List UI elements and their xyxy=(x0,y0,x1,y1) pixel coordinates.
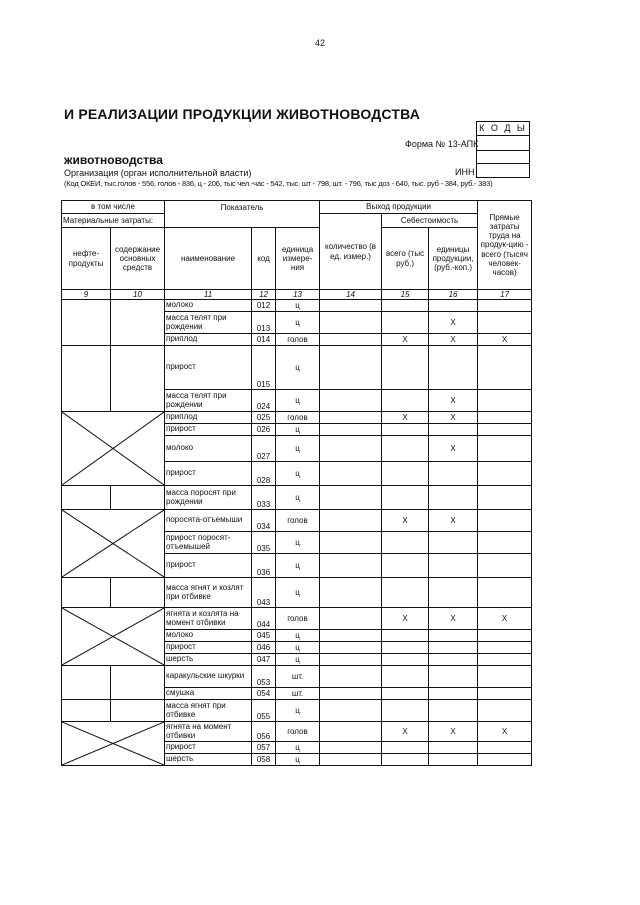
neft-input-cell[interactable] xyxy=(62,486,111,510)
unit-of-measure: ц xyxy=(276,346,320,390)
cost-total-cell[interactable] xyxy=(382,742,429,754)
unit-of-measure: шт. xyxy=(276,666,320,688)
quantity-cell[interactable] xyxy=(320,742,382,754)
table-row xyxy=(62,346,532,390)
cost-per-unit-cell[interactable] xyxy=(429,700,478,722)
cost-total-cell[interactable] xyxy=(382,642,429,654)
cost-per-unit-cell[interactable] xyxy=(429,532,478,554)
labor-cost-cell[interactable] xyxy=(478,300,532,312)
cost-per-unit-cell[interactable] xyxy=(429,654,478,666)
indicator-name: шерсть xyxy=(165,754,252,766)
cost-per-unit-cell[interactable]: X xyxy=(429,510,478,532)
row-code: 013 xyxy=(252,312,276,334)
labor-cost-cell[interactable] xyxy=(478,412,532,424)
livestock-table xyxy=(61,200,532,766)
crossed-out-cell xyxy=(62,510,165,578)
unit-of-measure: ц xyxy=(276,486,320,510)
labor-cost-cell[interactable] xyxy=(478,742,532,754)
indicator-name: прирост xyxy=(165,642,252,654)
row-code: 033 xyxy=(252,486,276,510)
table-row xyxy=(62,412,532,424)
unit-of-measure: голов xyxy=(276,412,320,424)
quantity-cell[interactable] xyxy=(320,754,382,766)
labor-cost-cell[interactable] xyxy=(478,642,532,654)
indicator-name: прирост xyxy=(165,742,252,754)
quantity-cell[interactable] xyxy=(320,300,382,312)
column-number: 11 xyxy=(165,290,252,300)
quantity-cell[interactable] xyxy=(320,334,382,346)
quantity-cell[interactable] xyxy=(320,390,382,412)
row-code: 014 xyxy=(252,334,276,346)
organization-label: Организация (орган исполнительной власти) xyxy=(64,168,252,178)
cost-per-unit-cell[interactable]: X xyxy=(429,436,478,462)
cost-per-unit-cell[interactable] xyxy=(429,666,478,688)
row-code: 055 xyxy=(252,700,276,722)
unit-of-measure: ц xyxy=(276,630,320,642)
quantity-cell[interactable] xyxy=(320,642,382,654)
row-code: 058 xyxy=(252,754,276,766)
header-kolichestvo: количество (в ед. измер.) xyxy=(320,214,382,290)
form-code-box[interactable] xyxy=(476,135,530,151)
cost-per-unit-cell[interactable] xyxy=(429,346,478,390)
cost-per-unit-cell[interactable] xyxy=(429,630,478,642)
column-number: 13 xyxy=(276,290,320,300)
unit-of-measure: голов xyxy=(276,510,320,532)
indicator-name: масса ягнят и козлят при отбивке xyxy=(165,578,252,608)
indicator-name: шерсть xyxy=(165,654,252,666)
cost-total-cell[interactable] xyxy=(382,688,429,700)
cost-per-unit-cell[interactable]: X xyxy=(429,390,478,412)
quantity-cell[interactable] xyxy=(320,666,382,688)
row-code: 053 xyxy=(252,666,276,688)
labor-cost-cell[interactable]: X xyxy=(478,608,532,630)
cost-per-unit-cell[interactable]: X xyxy=(429,312,478,334)
row-code: 026 xyxy=(252,424,276,436)
cost-total-cell[interactable] xyxy=(382,532,429,554)
quantity-cell[interactable] xyxy=(320,424,382,436)
labor-cost-cell[interactable] xyxy=(478,688,532,700)
header-pokazatel: Показатель xyxy=(165,201,320,228)
labor-cost-cell[interactable] xyxy=(478,346,532,390)
cost-total-cell[interactable] xyxy=(382,312,429,334)
header-vyhod: Выход продукции xyxy=(320,201,478,214)
unit-of-measure: ц xyxy=(276,578,320,608)
unit-of-measure: ц xyxy=(276,300,320,312)
row-code: 025 xyxy=(252,412,276,424)
row-code: 047 xyxy=(252,654,276,666)
unit-of-measure: ц xyxy=(276,436,320,462)
cost-per-unit-cell[interactable] xyxy=(429,642,478,654)
okei-codes-line: (Код ОКЕИ, тыс.голов - 556, голов - 836, ц - 206, тыс чел.-час - 542, тыс. шт - 798, шт. - 796, тыс доз - 640, тыс. руб - 384, руб.- 383) xyxy=(64,179,493,188)
header-vsego: всего (тыс руб.) xyxy=(382,228,429,290)
soderzhanie-input-cell[interactable] xyxy=(111,578,165,608)
indicator-name: масса ягнят при отбивке xyxy=(165,700,252,722)
table-row xyxy=(62,510,532,532)
labor-cost-cell[interactable] xyxy=(478,578,532,608)
indicator-name: прирост xyxy=(165,346,252,390)
quantity-cell[interactable] xyxy=(320,462,382,486)
unit-of-measure: голов xyxy=(276,608,320,630)
labor-cost-cell[interactable] xyxy=(478,424,532,436)
row-code: 036 xyxy=(252,554,276,578)
unit-of-measure: ц xyxy=(276,462,320,486)
neft-input-cell[interactable] xyxy=(62,346,111,412)
indicator-name: приплод xyxy=(165,334,252,346)
cost-total-cell[interactable] xyxy=(382,424,429,436)
inn-label: ИНН xyxy=(455,167,475,177)
indicator-name: смушка xyxy=(165,688,252,700)
header-pryamye: Прямые затраты труда на продук-цию - всего (тысяч человек-часов) xyxy=(478,201,532,290)
neft-input-cell[interactable] xyxy=(62,666,111,700)
unit-of-measure: ц xyxy=(276,312,320,334)
cost-total-cell[interactable] xyxy=(382,754,429,766)
table-row xyxy=(62,722,532,742)
cost-per-unit-cell[interactable] xyxy=(429,578,478,608)
indicator-name: масса телят при рождении xyxy=(165,390,252,412)
crossed-out-cell xyxy=(62,608,165,666)
cost-total-cell[interactable] xyxy=(382,486,429,510)
table-row xyxy=(62,700,532,722)
cost-per-unit-cell[interactable]: X xyxy=(429,722,478,742)
quantity-cell[interactable] xyxy=(320,722,382,742)
cost-per-unit-cell[interactable] xyxy=(429,554,478,578)
section-subtitle: животноводства xyxy=(64,153,163,167)
unit-of-measure: ц xyxy=(276,390,320,412)
header-soderzhanie: содержание основных средств xyxy=(111,228,165,290)
codes-header: К О Д Ы xyxy=(476,121,530,136)
labor-cost-cell[interactable] xyxy=(478,554,532,578)
unit-of-measure: ц xyxy=(276,532,320,554)
indicator-name: молоко xyxy=(165,300,252,312)
indicator-name: молоко xyxy=(165,630,252,642)
crossed-out-cell xyxy=(62,412,165,486)
soderzhanie-input-cell[interactable] xyxy=(111,346,165,412)
table-row xyxy=(62,486,532,510)
row-code: 046 xyxy=(252,642,276,654)
labor-cost-cell[interactable] xyxy=(478,436,532,462)
header-v-tom-chisle: в том числе xyxy=(62,201,165,214)
cost-per-unit-cell[interactable] xyxy=(429,424,478,436)
header-material: Материальные затраты: xyxy=(62,214,165,228)
cost-total-cell[interactable] xyxy=(382,300,429,312)
soderzhanie-input-cell[interactable] xyxy=(111,486,165,510)
row-code: 057 xyxy=(252,742,276,754)
unit-of-measure: ц xyxy=(276,642,320,654)
soderzhanie-input-cell[interactable] xyxy=(111,700,165,722)
cost-per-unit-cell[interactable] xyxy=(429,688,478,700)
column-number: 12 xyxy=(252,290,276,300)
labor-cost-cell[interactable] xyxy=(478,754,532,766)
row-code: 056 xyxy=(252,722,276,742)
unit-of-measure: ц xyxy=(276,554,320,578)
header-sebestoimost: Себестоимость xyxy=(382,214,478,228)
quantity-cell[interactable] xyxy=(320,510,382,532)
cost-total-cell[interactable]: X xyxy=(382,608,429,630)
quantity-cell[interactable] xyxy=(320,532,382,554)
unit-of-measure: ц xyxy=(276,700,320,722)
row-code: 054 xyxy=(252,688,276,700)
indicator-name: молоко xyxy=(165,436,252,462)
labor-cost-cell[interactable] xyxy=(478,532,532,554)
unit-of-measure: голов xyxy=(276,722,320,742)
quantity-cell[interactable] xyxy=(320,486,382,510)
labor-cost-cell[interactable]: X xyxy=(478,722,532,742)
column-number: 14 xyxy=(320,290,382,300)
header-neft: нефте-продукты xyxy=(62,228,111,290)
cost-per-unit-cell[interactable]: X xyxy=(429,334,478,346)
indicator-name: прирост xyxy=(165,554,252,578)
row-code: 034 xyxy=(252,510,276,532)
labor-cost-cell[interactable] xyxy=(478,486,532,510)
quantity-cell[interactable] xyxy=(320,688,382,700)
quantity-cell[interactable] xyxy=(320,412,382,424)
cost-total-cell[interactable] xyxy=(382,666,429,688)
indicator-name: прирост поросят-отъемышей xyxy=(165,532,252,554)
quantity-cell[interactable] xyxy=(320,436,382,462)
labor-cost-cell[interactable] xyxy=(478,666,532,688)
cost-total-cell[interactable]: X xyxy=(382,412,429,424)
quantity-cell[interactable] xyxy=(320,654,382,666)
row-code: 045 xyxy=(252,630,276,642)
cost-per-unit-cell[interactable] xyxy=(429,300,478,312)
labor-cost-cell[interactable] xyxy=(478,630,532,642)
indicator-name: прирост xyxy=(165,424,252,436)
unit-of-measure: голов xyxy=(276,334,320,346)
header-kod: код xyxy=(252,228,276,290)
cost-total-cell[interactable] xyxy=(382,436,429,462)
inn-code-box[interactable] xyxy=(476,164,530,178)
labor-cost-cell[interactable] xyxy=(478,510,532,532)
cost-total-cell[interactable] xyxy=(382,578,429,608)
header-naimenovanie: наименование xyxy=(165,228,252,290)
cost-total-cell[interactable] xyxy=(382,554,429,578)
neft-input-cell[interactable] xyxy=(62,700,111,722)
cost-total-cell[interactable] xyxy=(382,346,429,390)
indicator-name: ягнята на момент отбивки xyxy=(165,722,252,742)
row-code: 035 xyxy=(252,532,276,554)
cost-total-cell[interactable] xyxy=(382,654,429,666)
cost-total-cell[interactable] xyxy=(382,630,429,642)
indicator-name: поросята-отъемыши xyxy=(165,510,252,532)
indicator-name: каракульские шкурки xyxy=(165,666,252,688)
neft-input-cell[interactable] xyxy=(62,300,111,346)
column-number: 9 xyxy=(62,290,111,300)
header-edinicy-produkcii: единицы продукции, (руб.-коп.) xyxy=(429,228,478,290)
crossed-out-cell xyxy=(62,722,165,766)
table-row xyxy=(62,608,532,630)
unit-of-measure: ц xyxy=(276,754,320,766)
page-number: 42 xyxy=(314,38,325,48)
form-label: Форма № 13-АПК xyxy=(405,139,479,149)
labor-cost-cell[interactable] xyxy=(478,654,532,666)
labor-cost-cell[interactable] xyxy=(478,390,532,412)
header-edinica: единица измере-ния xyxy=(276,228,320,290)
row-code: 012 xyxy=(252,300,276,312)
labor-cost-cell[interactable] xyxy=(478,700,532,722)
table-row xyxy=(62,300,532,312)
labor-cost-cell[interactable] xyxy=(478,312,532,334)
cost-total-cell[interactable]: X xyxy=(382,334,429,346)
page-title: И РЕАЛИЗАЦИИ ПРОДУКЦИИ ЖИВОТНОВОДСТВА xyxy=(64,106,421,122)
cost-per-unit-cell[interactable] xyxy=(429,486,478,510)
unit-of-measure: ц xyxy=(276,424,320,436)
cost-per-unit-cell[interactable]: X xyxy=(429,412,478,424)
cost-total-cell[interactable] xyxy=(382,462,429,486)
column-number: 17 xyxy=(478,290,532,300)
cost-per-unit-cell[interactable] xyxy=(429,742,478,754)
cost-total-cell[interactable] xyxy=(382,390,429,412)
row-code: 043 xyxy=(252,578,276,608)
quantity-cell[interactable] xyxy=(320,578,382,608)
quantity-cell[interactable] xyxy=(320,700,382,722)
labor-cost-cell[interactable] xyxy=(478,462,532,486)
indicator-name: прирост xyxy=(165,462,252,486)
org-code-box[interactable] xyxy=(476,150,530,164)
soderzhanie-input-cell[interactable] xyxy=(111,666,165,700)
column-number: 16 xyxy=(429,290,478,300)
indicator-name: масса телят при рождении xyxy=(165,312,252,334)
cost-total-cell[interactable]: X xyxy=(382,722,429,742)
labor-cost-cell[interactable]: X xyxy=(478,334,532,346)
column-number: 10 xyxy=(111,290,165,300)
cost-per-unit-cell[interactable] xyxy=(429,754,478,766)
quantity-cell[interactable] xyxy=(320,608,382,630)
indicator-name: ягнята и козлята на момент отбивки xyxy=(165,608,252,630)
neft-input-cell[interactable] xyxy=(62,578,111,608)
quantity-cell[interactable] xyxy=(320,346,382,390)
soderzhanie-input-cell[interactable] xyxy=(111,300,165,346)
column-number: 15 xyxy=(382,290,429,300)
row-code: 044 xyxy=(252,608,276,630)
quantity-cell[interactable] xyxy=(320,554,382,578)
row-code: 024 xyxy=(252,390,276,412)
table-row xyxy=(62,666,532,688)
row-code: 027 xyxy=(252,436,276,462)
row-code: 015 xyxy=(252,346,276,390)
indicator-name: масса поросят при рождении xyxy=(165,486,252,510)
table-row xyxy=(62,578,532,608)
unit-of-measure: ц xyxy=(276,654,320,666)
cost-per-unit-cell[interactable] xyxy=(429,462,478,486)
cost-total-cell[interactable]: X xyxy=(382,510,429,532)
indicator-name: приплод xyxy=(165,412,252,424)
cost-per-unit-cell[interactable]: X xyxy=(429,608,478,630)
unit-of-measure: шт. xyxy=(276,688,320,700)
row-code: 028 xyxy=(252,462,276,486)
cost-total-cell[interactable] xyxy=(382,700,429,722)
quantity-cell[interactable] xyxy=(320,312,382,334)
unit-of-measure: ц xyxy=(276,742,320,754)
quantity-cell[interactable] xyxy=(320,630,382,642)
